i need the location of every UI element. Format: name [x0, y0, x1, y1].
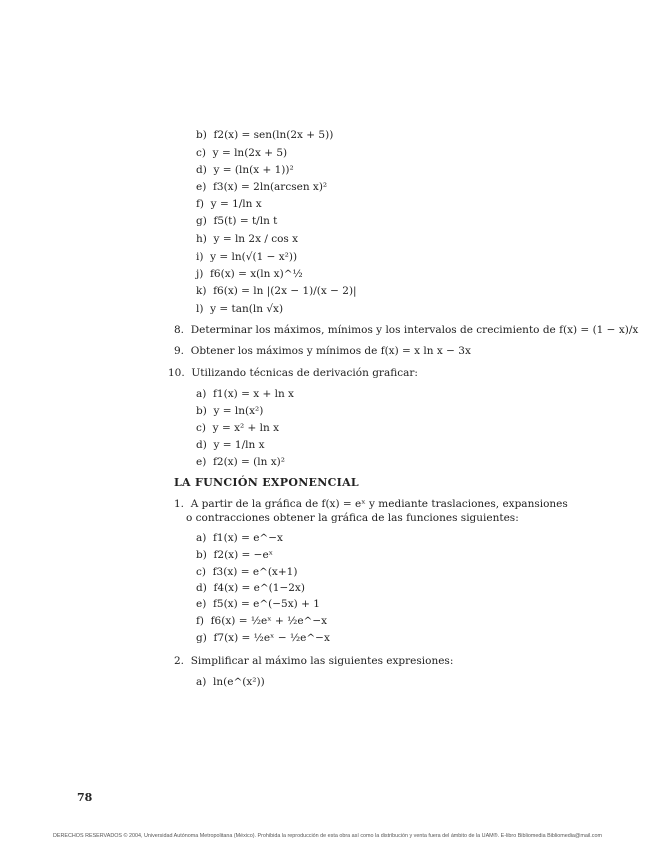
item-exp-e	[196, 598, 320, 611]
item-exp-g	[196, 632, 330, 645]
item-label: b)	[196, 549, 207, 561]
problem-number: 1.	[174, 498, 185, 510]
item-expression: y = ln(x²)	[213, 405, 264, 417]
item-label: f)	[196, 615, 204, 627]
item-expression: f5(x) = e^(−5x) + 1	[213, 598, 320, 610]
item-exp-f	[196, 615, 327, 628]
item-label: i)	[196, 251, 204, 263]
item-expression: f2(x) = sen(ln(2x + 5))	[213, 129, 334, 141]
item-10e	[196, 456, 285, 469]
item-label: d)	[196, 164, 207, 176]
exp-problem-1-line2	[186, 512, 519, 525]
item-label: a)	[196, 532, 207, 544]
item-b	[196, 129, 333, 142]
item-expression: f6(x) = x(ln x)^½	[210, 268, 303, 280]
problem-text-line1: A partir de la gráfica de f(x) = eˣ y mediante traslaciones, expansiones	[190, 498, 568, 510]
item-label: h)	[196, 233, 207, 245]
item-10d	[196, 439, 265, 452]
item-expression: f7(x) = ½eˣ − ½e^−x	[213, 632, 330, 644]
item-g	[196, 215, 277, 228]
item-label: b)	[196, 129, 207, 141]
item-label: g)	[196, 632, 207, 644]
exp-problem-1	[174, 498, 568, 511]
item-expression: f1(x) = x + ln x	[213, 388, 294, 400]
item-expression: f5(t) = t/ln t	[213, 215, 278, 227]
problem-number: 9.	[174, 345, 185, 357]
problem-10	[168, 367, 418, 380]
item-label: k)	[196, 285, 207, 297]
problem-text: Determinar los máximos, mínimos y los intervalos de crecimiento de f(x) = (1 − x)/x	[190, 324, 639, 336]
problem-text-line2: o contracciones obtener la gráfica de las funciones siguientes:	[186, 512, 519, 524]
item-expression: f2(x) = −eˣ	[213, 549, 274, 561]
item-e	[196, 181, 327, 194]
item-label: j)	[196, 268, 204, 280]
item-label: f)	[196, 198, 204, 210]
item-expression: f3(x) = e^(x+1)	[212, 566, 298, 578]
item-expression: y = 1/ln x	[210, 198, 262, 210]
item-k	[196, 285, 357, 298]
item-label: c)	[196, 566, 206, 578]
item-label: e)	[196, 181, 207, 193]
item-d	[196, 164, 294, 177]
item-label: c)	[196, 422, 206, 434]
item-label: l)	[196, 303, 204, 315]
item-expression: y = ln 2x / cos x	[213, 233, 299, 245]
item-l	[196, 303, 283, 316]
item-c	[196, 147, 287, 160]
item-label: g)	[196, 215, 207, 227]
item-label: d)	[196, 582, 207, 594]
item-10a	[196, 388, 294, 401]
item-exp-b	[196, 549, 273, 562]
item-expression: f6(x) = ln |(2x − 1)/(x − 2)|	[213, 285, 357, 297]
item-expression: y = ln(2x + 5)	[212, 147, 288, 159]
problem-number: 10.	[168, 367, 185, 379]
item-label: e)	[196, 598, 207, 610]
item-expression: y = tan(ln √x)	[210, 303, 284, 315]
copyright-footer: DERECHOS RESERVADOS © 2004, Universidad Autónoma Metropolitana (México). Prohibida la reproducción de esta obra así como la distribución y venta fuera del ámbito de la UAM®. E-libro Bibliomedia Bibliomedia@mail.com	[53, 833, 602, 839]
item-10b	[196, 405, 263, 418]
item-expression: ln(e^(x²))	[213, 676, 265, 688]
problem-number: 8.	[174, 324, 185, 336]
problem-text: Utilizando técnicas de derivación graficar:	[191, 367, 418, 379]
item-exp-a	[196, 532, 283, 545]
item-label: a)	[196, 388, 207, 400]
item-j	[196, 268, 303, 281]
problem-8	[174, 324, 638, 337]
item-expression: y = x² + ln x	[212, 422, 280, 434]
item-label: c)	[196, 147, 206, 159]
item-h	[196, 233, 298, 246]
problem-number: 2.	[174, 655, 185, 667]
item-expression: f3(x) = 2ln(arcsen x)²	[213, 181, 328, 193]
item-exp-d	[196, 582, 305, 595]
item-simpl-a	[196, 676, 265, 689]
item-expression: y = ln(√(1 − x²))	[210, 251, 298, 263]
item-exp-c	[196, 566, 297, 579]
item-expression: f6(x) = ½eˣ + ½e^−x	[210, 615, 328, 627]
item-expression: f4(x) = e^(1−2x)	[213, 582, 305, 594]
section-heading: LA FUNCIÓN EXPONENCIAL	[174, 476, 359, 489]
page-number: 78	[77, 791, 93, 804]
item-label: a)	[196, 676, 207, 688]
item-expression: f2(x) = (ln x)²	[213, 456, 285, 468]
item-label: d)	[196, 439, 207, 451]
item-i	[196, 251, 297, 264]
problem-text: Simplificar al máximo las siguientes expresiones:	[190, 655, 454, 667]
item-label: b)	[196, 405, 207, 417]
exp-problem-2	[174, 655, 453, 668]
item-expression: f1(x) = e^−x	[213, 532, 283, 544]
item-label: e)	[196, 456, 207, 468]
problem-9	[174, 345, 471, 358]
item-expression: y = 1/ln x	[213, 439, 265, 451]
problem-text: Obtener los máximos y mínimos de f(x) = x ln x − 3x	[190, 345, 471, 357]
item-f	[196, 198, 262, 211]
item-10c	[196, 422, 279, 435]
item-expression: y = (ln(x + 1))²	[213, 164, 294, 176]
